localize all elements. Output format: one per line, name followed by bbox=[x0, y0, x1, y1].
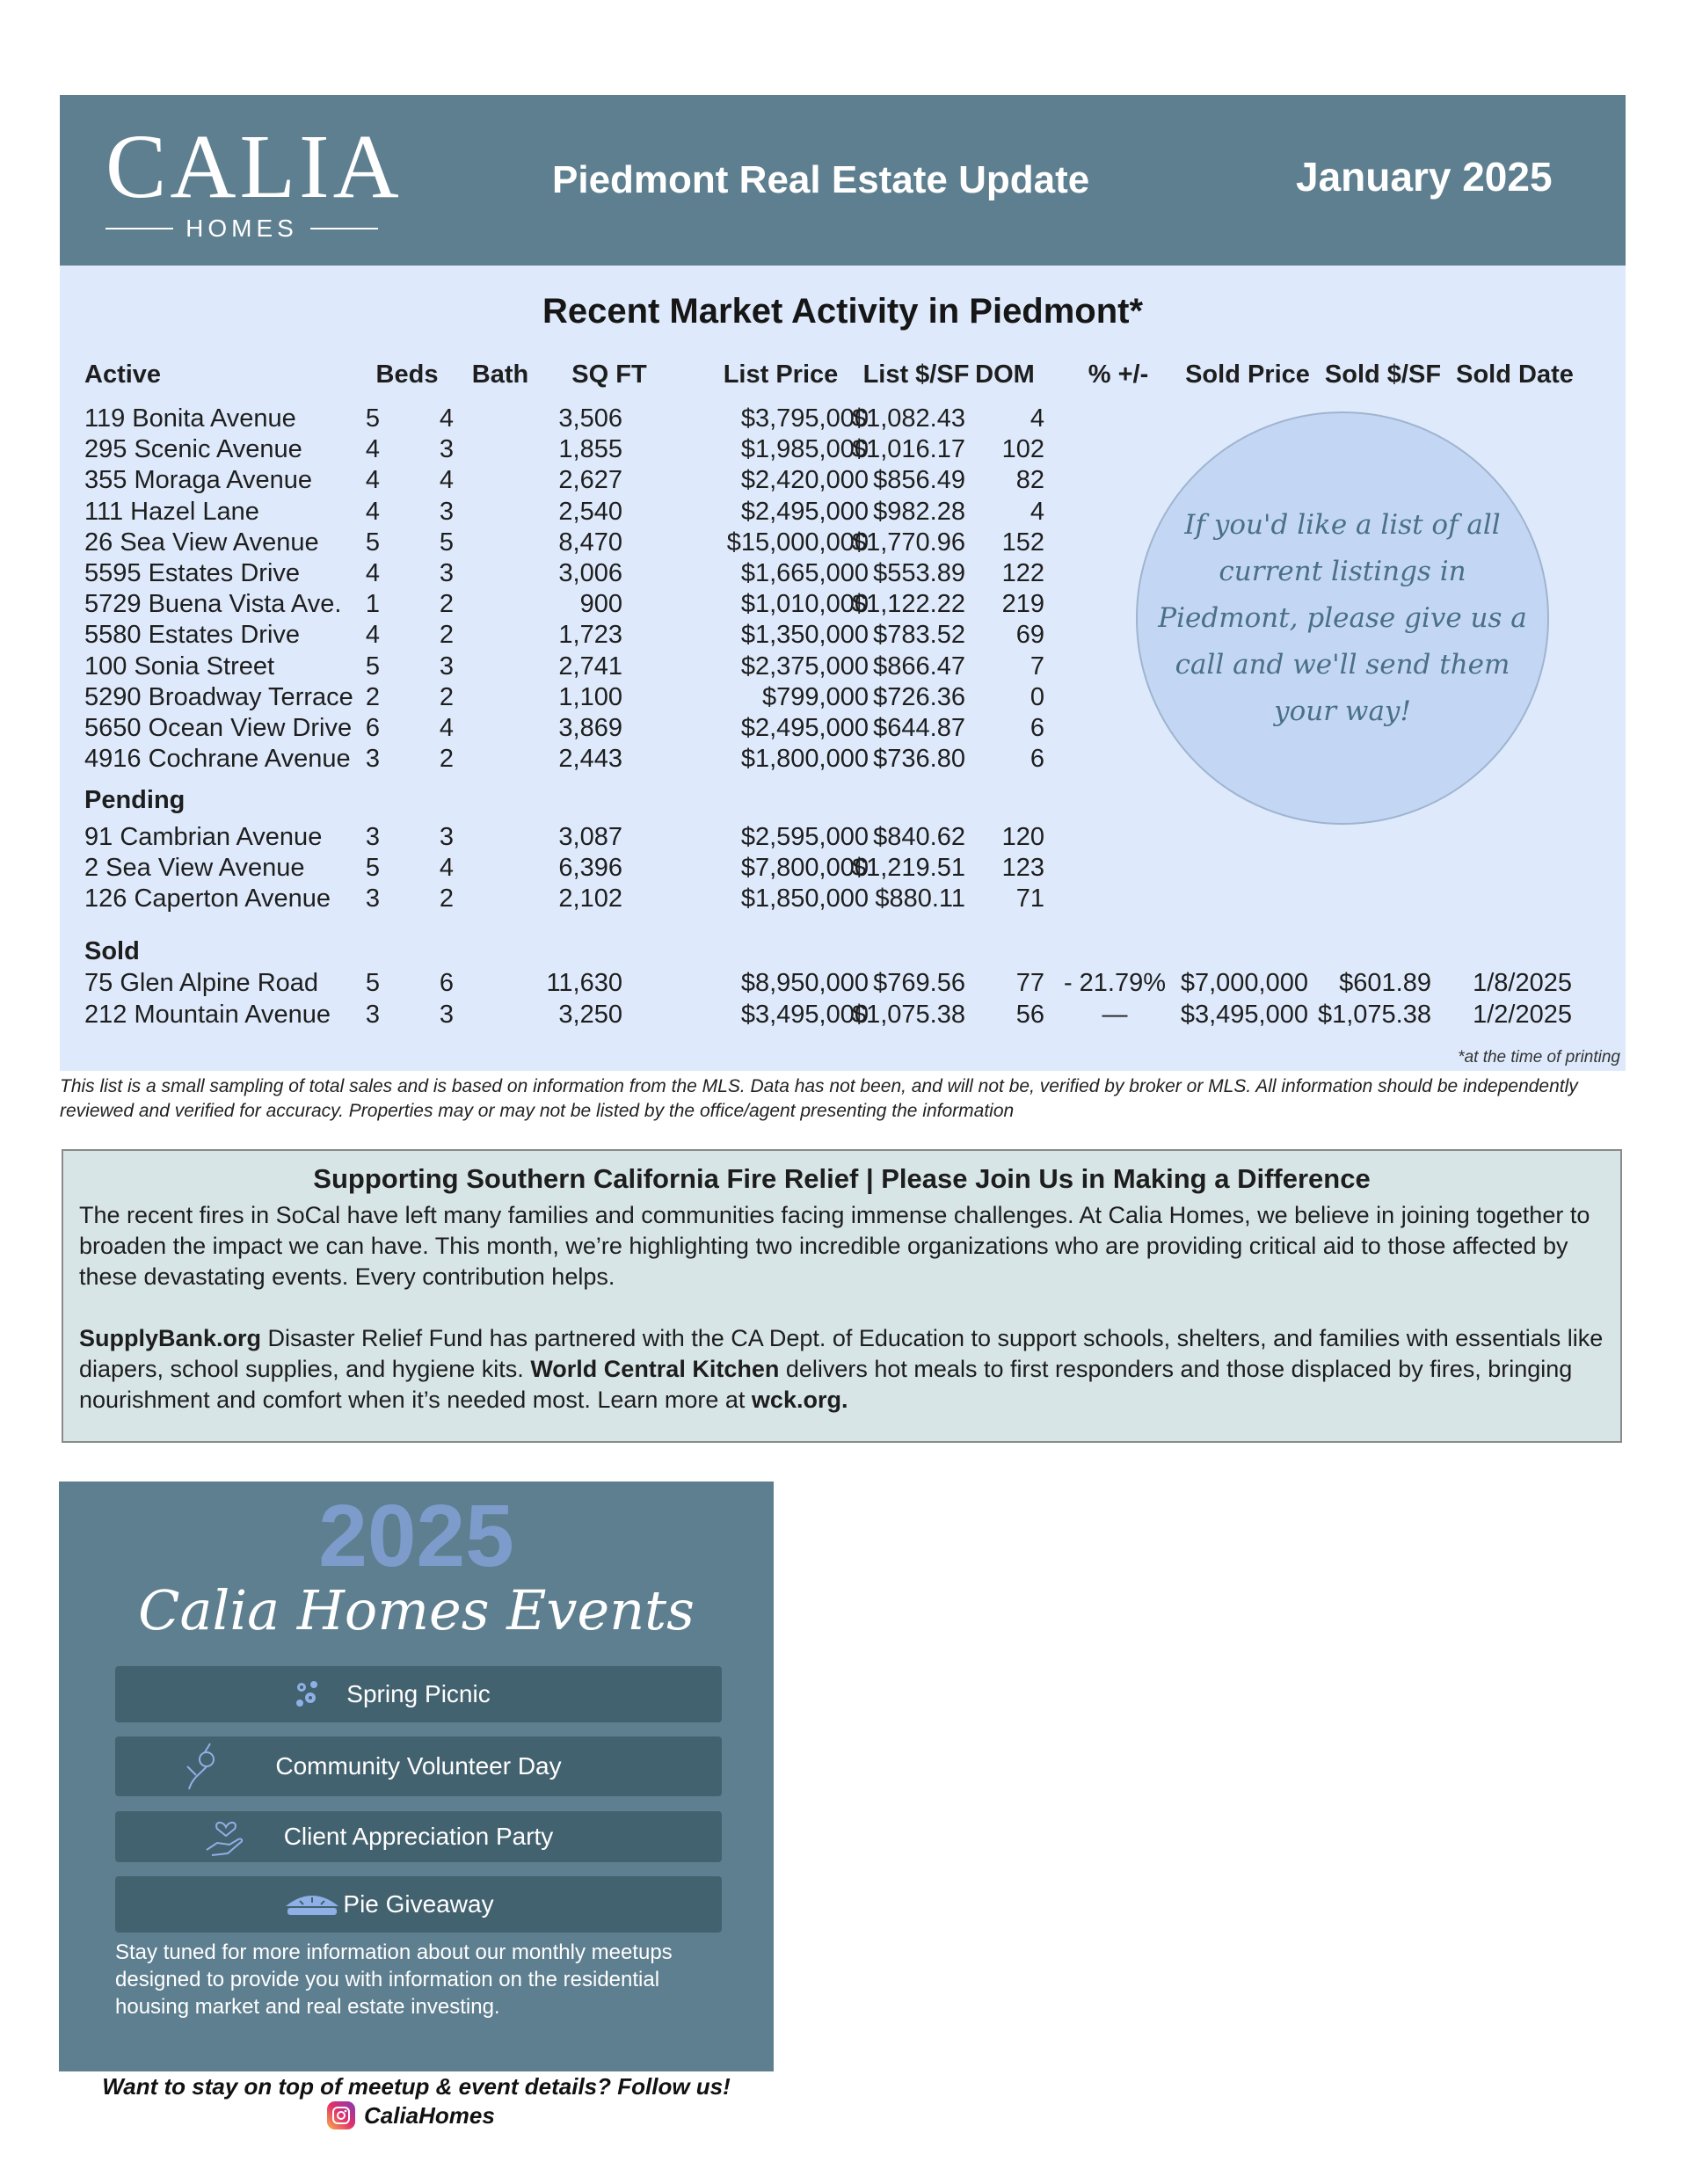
active-listing-address: 5729 Buena Vista Ave. bbox=[84, 590, 342, 619]
active-listing-dom: 102 bbox=[1001, 435, 1044, 464]
active-listing-bath: 2 bbox=[439, 590, 455, 619]
pending-listing-list-psf: $880.11 bbox=[875, 885, 965, 914]
pending-listing-sqft: 2,102 bbox=[558, 885, 622, 914]
active-listing-list-psf: $783.52 bbox=[873, 621, 965, 650]
active-listing-dom: 4 bbox=[1030, 404, 1044, 433]
active-listing-list-psf: $866.47 bbox=[873, 652, 965, 681]
active-listing-bath: 2 bbox=[439, 621, 455, 650]
instagram-handle[interactable]: CaliaHomes bbox=[364, 2101, 495, 2129]
follow-us-text: Want to stay on top of meetup & event details? Follow us! bbox=[102, 2073, 731, 2100]
sold-listing-bath: 3 bbox=[439, 1001, 455, 1029]
active-listing-list-price: $2,420,000 bbox=[740, 466, 869, 495]
pending-listing-address: 2 Sea View Avenue bbox=[84, 854, 305, 883]
active-listing-sqft: 1,855 bbox=[558, 435, 622, 464]
active-listing-sqft: 2,443 bbox=[558, 745, 622, 774]
active-listing-sqft: 3,869 bbox=[558, 714, 622, 742]
volunteer-icon bbox=[184, 1740, 222, 1793]
flower-icon bbox=[291, 1677, 326, 1712]
sold-listing-sold-price: $7,000,000 bbox=[1180, 969, 1308, 997]
active-listing-list-price: $799,000 bbox=[762, 682, 869, 711]
active-listing-bath: 3 bbox=[439, 435, 455, 464]
callout-text: If you'd like a list of all current listings in Piedmont, please give us a call and we'll send them your way! bbox=[1158, 508, 1527, 727]
pending-listing-beds: 3 bbox=[365, 885, 381, 914]
market-activity-section bbox=[60, 266, 1626, 1071]
supplybank-org: SupplyBank.org bbox=[79, 1325, 262, 1351]
active-listing-list-price: $1,665,000 bbox=[740, 559, 869, 587]
sold-listing-pct: - 21.79% bbox=[1063, 969, 1167, 997]
events-title: Calia Homes Events bbox=[138, 1578, 695, 1642]
world-central-kitchen: World Central Kitchen bbox=[530, 1356, 780, 1382]
active-listing-list-price: $15,000,000 bbox=[726, 528, 869, 557]
active-listing-bath: 4 bbox=[439, 714, 455, 742]
active-listing-sqft: 2,540 bbox=[558, 497, 622, 526]
active-listing-list-psf: $553.89 bbox=[873, 559, 965, 587]
active-listing-dom: 4 bbox=[1030, 497, 1044, 526]
sold-listing-sold-date: 1/8/2025 bbox=[1473, 969, 1572, 997]
active-listing-dom: 219 bbox=[1001, 590, 1044, 619]
active-listing-sqft: 3,006 bbox=[558, 559, 622, 587]
active-listing-address: 119 Bonita Avenue bbox=[84, 404, 296, 433]
active-listing-list-psf: $736.80 bbox=[873, 745, 965, 774]
active-listing-sqft: 1,100 bbox=[558, 682, 622, 711]
active-listing-beds: 4 bbox=[365, 435, 381, 464]
active-listing-dom: 122 bbox=[1001, 559, 1044, 587]
active-listing-address: 111 Hazel Lane bbox=[84, 497, 259, 526]
event-pie-giveaway: Pie Giveaway bbox=[115, 1876, 722, 1933]
active-listing-bath: 5 bbox=[439, 528, 455, 557]
pending-listing-address: 91 Cambrian Avenue bbox=[84, 823, 323, 851]
active-listing-list-psf: $726.36 bbox=[873, 682, 965, 711]
active-listing-beds: 3 bbox=[365, 745, 381, 774]
active-listing-address: 26 Sea View Avenue bbox=[84, 528, 319, 557]
active-listing-beds: 2 bbox=[365, 682, 381, 711]
active-listing-list-price: $2,495,000 bbox=[740, 497, 869, 526]
active-listing-list-psf: $644.87 bbox=[873, 714, 965, 742]
column-header: Sold Price bbox=[1185, 360, 1310, 389]
active-listing-bath: 4 bbox=[439, 404, 455, 433]
market-activity-title: Recent Market Activity in Piedmont* bbox=[542, 292, 1144, 331]
pending-listing-beds: 3 bbox=[365, 823, 381, 851]
active-listing-dom: 152 bbox=[1001, 528, 1044, 557]
active-listing-sqft: 8,470 bbox=[558, 528, 622, 557]
active-listing-list-price: $2,375,000 bbox=[740, 652, 869, 681]
column-header: Sold Date bbox=[1456, 360, 1574, 389]
printing-footnote: *at the time of printing bbox=[1458, 1048, 1620, 1067]
sold-listing-sold-psf: $1,075.38 bbox=[1317, 1001, 1431, 1029]
pending-listing-list-price: $1,850,000 bbox=[740, 885, 869, 914]
column-header: Active bbox=[84, 360, 162, 389]
sold-listing-pct: — bbox=[1102, 1001, 1128, 1029]
active-listing-address: 355 Moraga Avenue bbox=[84, 466, 313, 495]
active-listing-dom: 6 bbox=[1030, 745, 1044, 774]
active-listing-list-price: $1,800,000 bbox=[740, 745, 869, 774]
active-listing-address: 5290 Broadway Terrace bbox=[84, 682, 353, 711]
sold-listing-beds: 5 bbox=[365, 969, 381, 997]
pending-listing-dom: 123 bbox=[1001, 854, 1044, 883]
sold-listing-bath: 6 bbox=[439, 969, 455, 997]
pending-listing-bath: 2 bbox=[439, 885, 455, 914]
sold-listing-list-price: $3,495,000 bbox=[740, 1001, 869, 1029]
active-listing-address: 100 Sonia Street bbox=[84, 652, 275, 681]
sold-listing-sqft: 3,250 bbox=[558, 1001, 622, 1029]
active-listing-bath: 3 bbox=[439, 652, 455, 681]
column-header: SQ FT bbox=[571, 360, 647, 389]
pending-listing-dom: 71 bbox=[1015, 885, 1044, 914]
column-header: % +/- bbox=[1088, 360, 1149, 389]
sold-listing-address: 75 Glen Alpine Road bbox=[84, 969, 319, 997]
active-listing-list-price: $2,495,000 bbox=[740, 714, 869, 742]
sold-listing-list-psf: $769.56 bbox=[873, 969, 965, 997]
pending-listing-list-price: $7,800,000 bbox=[740, 854, 869, 883]
sold-listing-sold-price: $3,495,000 bbox=[1180, 1001, 1308, 1029]
instagram-handle-row[interactable] bbox=[327, 2101, 495, 2129]
calia-homes-logo bbox=[106, 116, 403, 242]
page-title: Piedmont Real Estate Update bbox=[552, 158, 1090, 201]
column-header: Bath bbox=[471, 360, 529, 389]
active-listing-address: 295 Scenic Avenue bbox=[84, 435, 302, 464]
sold-listing-sold-date: 1/2/2025 bbox=[1473, 1001, 1572, 1029]
wck-link[interactable]: wck.org. bbox=[751, 1387, 848, 1413]
instagram-icon[interactable] bbox=[327, 2101, 355, 2129]
sold-listing-dom: 56 bbox=[1015, 1001, 1044, 1029]
sold-listing-dom: 77 bbox=[1015, 969, 1044, 997]
event-community-volunteer-day: Community Volunteer Day bbox=[115, 1736, 722, 1796]
active-listing-address: 4916 Cochrane Avenue bbox=[84, 745, 351, 774]
pending-listing-sqft: 3,087 bbox=[558, 823, 622, 851]
active-listing-beds: 5 bbox=[365, 652, 381, 681]
pending-listing-address: 126 Caperton Avenue bbox=[84, 885, 331, 914]
page-header bbox=[60, 95, 1626, 266]
active-listing-bath: 3 bbox=[439, 559, 455, 587]
active-listing-list-price: $1,350,000 bbox=[740, 621, 869, 650]
active-listing-beds: 5 bbox=[365, 528, 381, 557]
pending-listing-bath: 3 bbox=[439, 823, 455, 851]
event-spring-picnic: Spring Picnic bbox=[115, 1666, 722, 1722]
active-listing-dom: 82 bbox=[1015, 466, 1044, 495]
active-listing-sqft: 900 bbox=[579, 590, 622, 619]
pending-listing-bath: 4 bbox=[439, 854, 455, 883]
sold-listing-list-price: $8,950,000 bbox=[740, 969, 869, 997]
active-listing-list-psf: $856.49 bbox=[873, 466, 965, 495]
pending-listing-list-psf: $840.62 bbox=[873, 823, 965, 851]
active-listing-beds: 4 bbox=[365, 621, 381, 650]
event-client-appreciation-party: Client Appreciation Party bbox=[115, 1811, 722, 1862]
logo-subtext: HOMES bbox=[186, 215, 298, 242]
active-listing-address: 5650 Ocean View Drive bbox=[84, 714, 353, 742]
events-note: Stay tuned for more information about our monthly meetups designed to provide you with information on the residential housing market and real estate investing. bbox=[115, 1940, 673, 2019]
active-listing-list-psf: $1,082.43 bbox=[851, 404, 965, 433]
active-listing-list-psf: $1,770.96 bbox=[851, 528, 965, 557]
active-listing-bath: 2 bbox=[439, 745, 455, 774]
active-listing-beds: 4 bbox=[365, 466, 381, 495]
events-year: 2025 bbox=[318, 1487, 514, 1585]
active-listing-list-psf: $1,016.17 bbox=[851, 435, 965, 464]
active-listing-bath: 4 bbox=[439, 466, 455, 495]
current-listings-callout bbox=[1136, 411, 1549, 825]
logo-wordmark: CALIA bbox=[106, 116, 403, 217]
active-listing-list-psf: $982.28 bbox=[873, 497, 965, 526]
active-listing-dom: 6 bbox=[1030, 714, 1044, 742]
active-listing-beds: 1 bbox=[365, 590, 381, 619]
column-header: Beds bbox=[375, 360, 439, 389]
active-listing-beds: 4 bbox=[365, 559, 381, 587]
sold-listing-sold-psf: $601.89 bbox=[1339, 969, 1431, 997]
issue-date: January 2025 bbox=[1296, 154, 1553, 200]
sold-label: Sold bbox=[84, 937, 140, 965]
pending-label: Pending bbox=[84, 786, 186, 814]
column-header: Sold $/SF bbox=[1324, 360, 1442, 389]
active-listing-dom: 69 bbox=[1015, 621, 1044, 650]
active-listing-sqft: 2,741 bbox=[558, 652, 622, 681]
column-header: List Price bbox=[723, 360, 839, 389]
pending-listing-dom: 120 bbox=[1001, 823, 1044, 851]
active-listing-bath: 2 bbox=[439, 682, 455, 711]
active-listing-list-price: $1,985,000 bbox=[740, 435, 869, 464]
mls-disclaimer: This list is a small sampling of total sales and is based on information from the MLS. Data has not been, and will not be, verified by broker or MLS. All information should be independently reviewed and verified for accuracy. Properties may or may not be listed by the office/agent presenting the information bbox=[60, 1076, 1578, 1121]
active-listing-dom: 0 bbox=[1030, 682, 1044, 711]
active-listing-list-price: $1,010,000 bbox=[740, 590, 869, 619]
fire-relief-title: Supporting Southern California Fire Relief | Please Join Us in Making a Difference bbox=[313, 1163, 1371, 1194]
column-header: List $/SF bbox=[862, 360, 970, 389]
active-listing-list-psf: $1,122.22 bbox=[851, 590, 965, 619]
sold-listing-list-psf: $1,075.38 bbox=[851, 1001, 965, 1029]
active-listing-sqft: 3,506 bbox=[558, 404, 622, 433]
active-listing-bath: 3 bbox=[439, 497, 455, 526]
active-listing-list-price: $3,795,000 bbox=[740, 404, 869, 433]
pie-icon bbox=[282, 1889, 342, 1920]
active-listing-sqft: 2,627 bbox=[558, 466, 622, 495]
active-listing-beds: 5 bbox=[365, 404, 381, 433]
fire-relief-intro: The recent fires in SoCal have left many families and communities facing immense challenges. At Calia Homes, we believe in joining together to broaden the impact we can have. This month, we’re highlighting two incredible organizations who are providing critical aid to those affected by these devastating events. Every contribution helps. bbox=[79, 1202, 1590, 1290]
heart-hand-icon bbox=[203, 1815, 249, 1859]
pending-listing-beds: 5 bbox=[365, 854, 381, 883]
pending-listing-list-psf: $1,219.51 bbox=[851, 854, 965, 883]
active-listing-sqft: 1,723 bbox=[558, 621, 622, 650]
sold-listing-beds: 3 bbox=[365, 1001, 381, 1029]
active-listing-beds: 6 bbox=[365, 714, 381, 742]
pending-listing-sqft: 6,396 bbox=[558, 854, 622, 883]
pending-listing-list-price: $2,595,000 bbox=[740, 823, 869, 851]
active-listing-address: 5580 Estates Drive bbox=[84, 621, 301, 650]
fire-relief-box bbox=[62, 1149, 1622, 1443]
sold-listing-address: 212 Mountain Avenue bbox=[84, 1001, 331, 1029]
active-listing-dom: 7 bbox=[1030, 652, 1044, 681]
sold-listing-sqft: 11,630 bbox=[546, 969, 622, 997]
active-listing-address: 5595 Estates Drive bbox=[84, 559, 301, 587]
events-panel bbox=[59, 1481, 774, 2071]
active-listing-beds: 4 bbox=[365, 497, 381, 526]
fire-relief-orgs: SupplyBank.org Disaster Relief Fund has partnered with the CA Dept. of Education to support schools, shelters, and families with essentials like diapers, school supplies, and hygiene kits. World Central Kitchen delivers hot meals to first responders and those displaced by fires, bringing nourishment and comfort when it’s needed most. Learn more at wck.org. bbox=[79, 1325, 1604, 1413]
column-header: DOM bbox=[975, 360, 1035, 389]
